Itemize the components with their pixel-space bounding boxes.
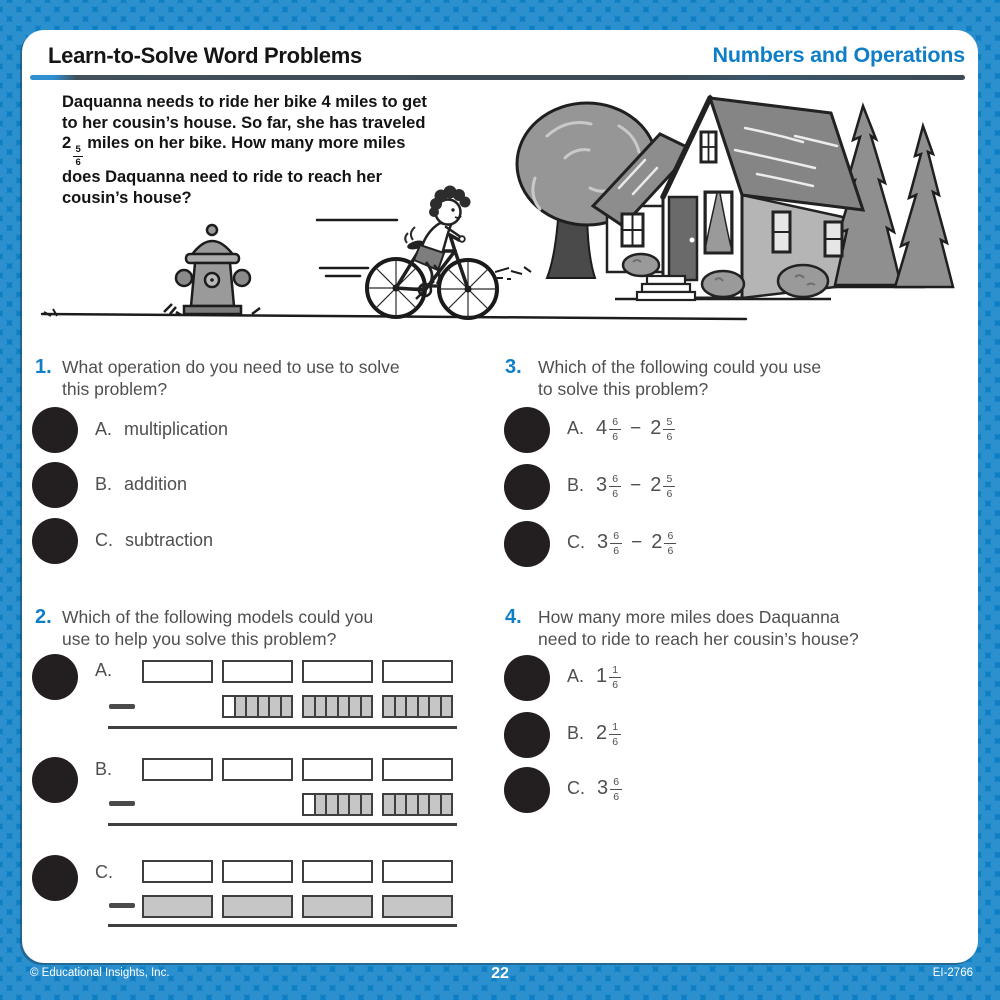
bar-model-c — [142, 860, 454, 920]
problem-line: Daquanna needs to ride her bike 4 miles to get — [62, 93, 427, 111]
model-cell — [325, 697, 337, 716]
problem-line: 2 $\frac{5}{6}$ miles on her bike. How many more miles — [62, 134, 406, 168]
fire-hydrant-illustration — [162, 220, 277, 320]
answer-bubble-q4-b[interactable] — [504, 712, 550, 758]
model-cell — [224, 697, 234, 716]
model-shaded-bar — [142, 895, 213, 918]
model-cell — [348, 697, 360, 716]
model-fraction-bar — [302, 695, 373, 718]
model-cell — [384, 795, 394, 814]
model-cell — [440, 795, 452, 814]
option-q1-a: A. multiplication — [95, 419, 229, 439]
model-cell — [417, 795, 429, 814]
model-cell — [268, 697, 280, 716]
option-q4-c: C. 3 $\frac{6}{6}$ — [567, 776, 622, 801]
bar-model-a — [142, 660, 454, 720]
model-cell — [304, 697, 314, 716]
model-cell — [394, 795, 406, 814]
question-3-prompt: Which of the following could you use to solve this problem? — [538, 357, 822, 399]
model-cell — [337, 795, 349, 814]
model-fraction-bar — [222, 695, 293, 718]
model-whole-bar — [222, 860, 293, 883]
model-cell — [280, 697, 292, 716]
answer-line — [108, 924, 457, 927]
model-shaded-bar — [302, 895, 373, 918]
answer-bubble-q2-c[interactable] — [32, 855, 78, 901]
page-title: Learn-to-Solve Word Problems — [48, 43, 362, 68]
model-fraction-bar — [302, 793, 373, 816]
model-cell — [257, 697, 269, 716]
option-q1-b: B. addition — [95, 474, 188, 494]
question-2-number: 2. — [35, 606, 52, 628]
answer-line — [108, 823, 457, 826]
option-q1-c: C. subtraction — [95, 530, 214, 550]
answer-bubble-q4-c[interactable] — [504, 767, 550, 813]
model-cell — [360, 697, 372, 716]
problem-line: cousin’s house? — [62, 188, 192, 207]
model-cell — [428, 697, 440, 716]
answer-bubble-q4-a[interactable] — [504, 655, 550, 701]
question-1-number: 1. — [35, 356, 52, 378]
model-whole-bar — [142, 758, 213, 781]
model-whole-bar — [222, 758, 293, 781]
product-code: EI-2766 — [932, 967, 973, 979]
option-q4-a: A. 1 $\frac{1}{6}$ — [567, 664, 621, 689]
model-fraction-bar — [382, 793, 453, 816]
model-whole-bar — [382, 660, 453, 683]
copyright-text: © Educational Insights, Inc. — [30, 967, 170, 979]
model-shaded-bar — [222, 895, 293, 918]
answer-bubble-q3-b[interactable] — [504, 464, 550, 510]
model-cell — [304, 795, 314, 814]
minus-sign — [109, 801, 135, 806]
minus-sign — [109, 704, 135, 709]
model-cell — [428, 795, 440, 814]
model-cell — [384, 697, 394, 716]
model-cell — [337, 697, 349, 716]
model-whole-bar — [142, 660, 213, 683]
model-cell — [245, 697, 257, 716]
model-whole-bar — [302, 660, 373, 683]
question-4-prompt: How many more miles does Daquanna need to ride to reach her cousin’s house? — [538, 607, 859, 649]
answer-line — [108, 726, 457, 729]
answer-bubble-q3-a[interactable] — [504, 407, 550, 453]
bar-model-b — [142, 758, 454, 818]
model-whole-bar — [302, 758, 373, 781]
header-rule — [30, 75, 965, 80]
model-whole-bar — [382, 860, 453, 883]
model-shaded-bar — [382, 895, 453, 918]
house-illustration — [495, 88, 975, 318]
answer-bubble-q2-a[interactable] — [32, 654, 78, 700]
page-number: 22 — [491, 965, 509, 982]
minus-sign — [109, 903, 135, 908]
model-cell — [417, 697, 429, 716]
model-cell — [314, 795, 326, 814]
model-cell — [234, 697, 246, 716]
question-1-prompt: What operation do you need to use to solve this problem? — [62, 357, 400, 399]
model-cell — [314, 697, 326, 716]
worksheet-sheet — [22, 30, 978, 963]
option-q3-b: B. 3 $\frac{6}{6}$ − 2 $\frac{5}{6}$ — [567, 473, 675, 498]
bike-rider-illustration — [312, 185, 502, 325]
question-4-number: 4. — [505, 606, 522, 628]
model-fraction-bar — [382, 695, 453, 718]
model-cell — [360, 795, 372, 814]
option-q2-a-label: A. — [95, 660, 113, 680]
problem-line: to her cousin’s house. So far, she has traveled — [62, 113, 426, 132]
answer-bubble-q3-c[interactable] — [504, 521, 550, 567]
fraction: $\frac{5}{6}$ — [73, 145, 83, 167]
model-cell — [325, 795, 337, 814]
question-3-number: 3. — [505, 356, 522, 378]
answer-bubble-q1-c[interactable] — [32, 518, 78, 564]
model-cell — [394, 697, 406, 716]
answer-bubble-q2-b[interactable] — [32, 757, 78, 803]
option-q2-c-label: C. — [95, 862, 113, 882]
option-q3-a: A. 4 $\frac{6}{6}$ − 2 $\frac{5}{6}$ — [567, 416, 675, 441]
model-whole-bar — [142, 860, 213, 883]
model-cell — [405, 795, 417, 814]
option-q2-b-label: B. — [95, 759, 113, 779]
option-q4-b: B. 2 $\frac{1}{6}$ — [567, 721, 621, 746]
question-2-prompt: Which of the following models could you use to help you solve this problem? — [62, 607, 374, 649]
model-whole-bar — [222, 660, 293, 683]
model-cell — [440, 697, 452, 716]
model-cell — [348, 795, 360, 814]
answer-bubble-q1-b[interactable] — [32, 462, 78, 508]
model-whole-bar — [302, 860, 373, 883]
option-q3-c: C. 3 $\frac{6}{6}$ − 2 $\frac{6}{6}$ — [567, 530, 676, 555]
model-cell — [405, 697, 417, 716]
problem-line: does Daquanna need to ride to reach her — [62, 168, 382, 186]
answer-bubble-q1-a[interactable] — [32, 407, 78, 453]
category-title: Numbers and Operations — [712, 43, 965, 67]
model-whole-bar — [382, 758, 453, 781]
